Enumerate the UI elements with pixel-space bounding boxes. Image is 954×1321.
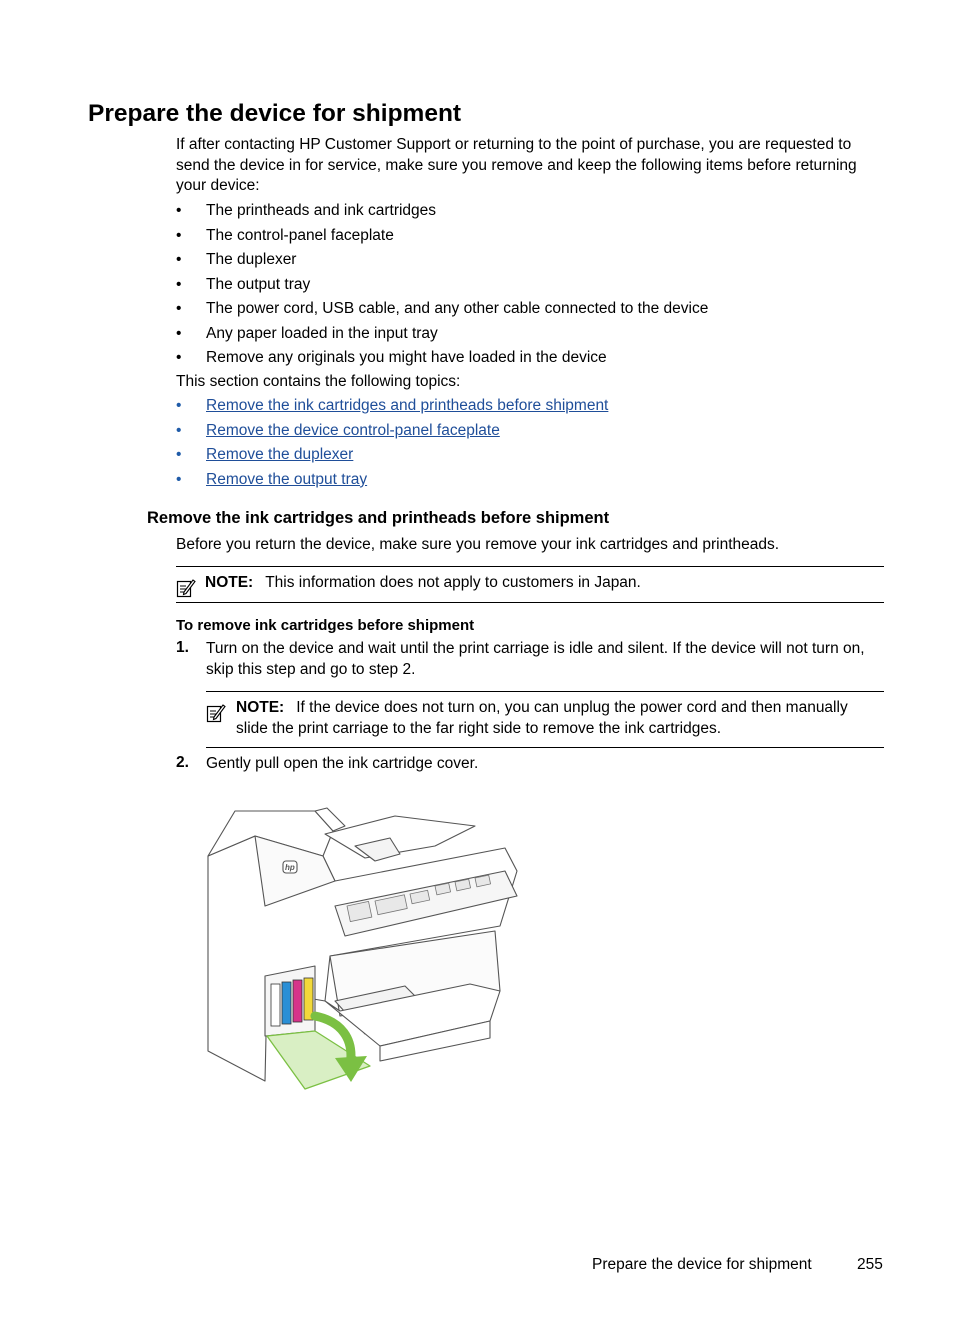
step-text: Turn on the device and wait until the print carriage is idle and silent. If the device will not turn on, skip this step and go to step 2. <box>206 640 865 678</box>
note-box <box>176 566 884 603</box>
bullet: • <box>176 470 182 488</box>
intro-paragraph: If after contacting HP Customer Support or returning to the point of purchase, you are requested to send the device in for service, make sure you remove and keep the following items before returning your device: <box>176 136 857 194</box>
list-item: • The printheads and ink cartridges <box>176 202 437 219</box>
procedure-title: To remove ink cartridges before shipment <box>176 617 475 634</box>
topic-item <box>176 396 608 421</box>
bullet: • <box>176 446 182 463</box>
note-text: If the device does not turn on, you can unplug the power cord and then manually slide the print carriage to the far right side to remove the ink cartridges. <box>236 699 848 737</box>
footer-title: Prepare the device for shipment <box>592 1256 812 1273</box>
note-box <box>206 691 884 748</box>
topic-item <box>176 470 608 495</box>
bullet: • <box>176 226 182 244</box>
note-icon <box>206 702 226 724</box>
list-item: • Any paper loaded in the input tray <box>176 324 438 342</box>
step-text: Gently pull open the ink cartridge cover. <box>206 755 479 772</box>
bullet: • <box>176 300 182 317</box>
list-item: • The output tray <box>176 275 311 293</box>
section-heading: Remove the ink cartridges and printheads before shipment <box>147 509 610 527</box>
note-label: NOTE: <box>236 699 285 716</box>
hp-logo: hp <box>285 863 295 872</box>
topic-link-output-tray[interactable]: Remove the output tray <box>206 470 368 488</box>
topic-link-faceplate[interactable]: Remove the device control-panel faceplate <box>206 421 500 439</box>
topic-item <box>176 421 608 446</box>
note-text: This information does not apply to customers in Japan. <box>265 574 641 591</box>
section-intro: Before you return the device, make sure you remove your ink cartridges and printheads. <box>176 536 780 553</box>
note-label: NOTE: <box>205 574 254 591</box>
step-number: 2. <box>176 754 189 771</box>
bullet: • <box>176 324 182 342</box>
step-number: 1. <box>176 639 189 656</box>
topics-list <box>176 396 608 494</box>
list-item: • The duplexer <box>176 251 297 268</box>
printer-illustration <box>205 806 525 1096</box>
list-item: • The power cord, USB cable, and any other cable connected to the device <box>176 300 709 317</box>
items-list <box>176 201 708 373</box>
page-title: Prepare the device for shipment <box>88 100 462 127</box>
list-item: • Remove any originals you might have loaded in the device <box>176 349 607 366</box>
topic-link-ink-cartridges[interactable]: Remove the ink cartridges and printheads before shipment <box>206 397 609 414</box>
bullet: • <box>176 397 182 414</box>
list-item: • The control-panel faceplate <box>176 226 394 244</box>
bullet: • <box>176 275 182 293</box>
topics-label: This section contains the following topics: <box>176 373 461 390</box>
topic-item <box>176 445 608 470</box>
bullet: • <box>176 421 182 439</box>
page-number: 255 <box>857 1256 883 1273</box>
bullet: • <box>176 202 182 219</box>
note-icon <box>176 577 196 599</box>
bullet: • <box>176 349 182 366</box>
bullet: • <box>176 251 182 268</box>
topic-link-duplexer[interactable]: Remove the duplexer <box>206 446 354 463</box>
